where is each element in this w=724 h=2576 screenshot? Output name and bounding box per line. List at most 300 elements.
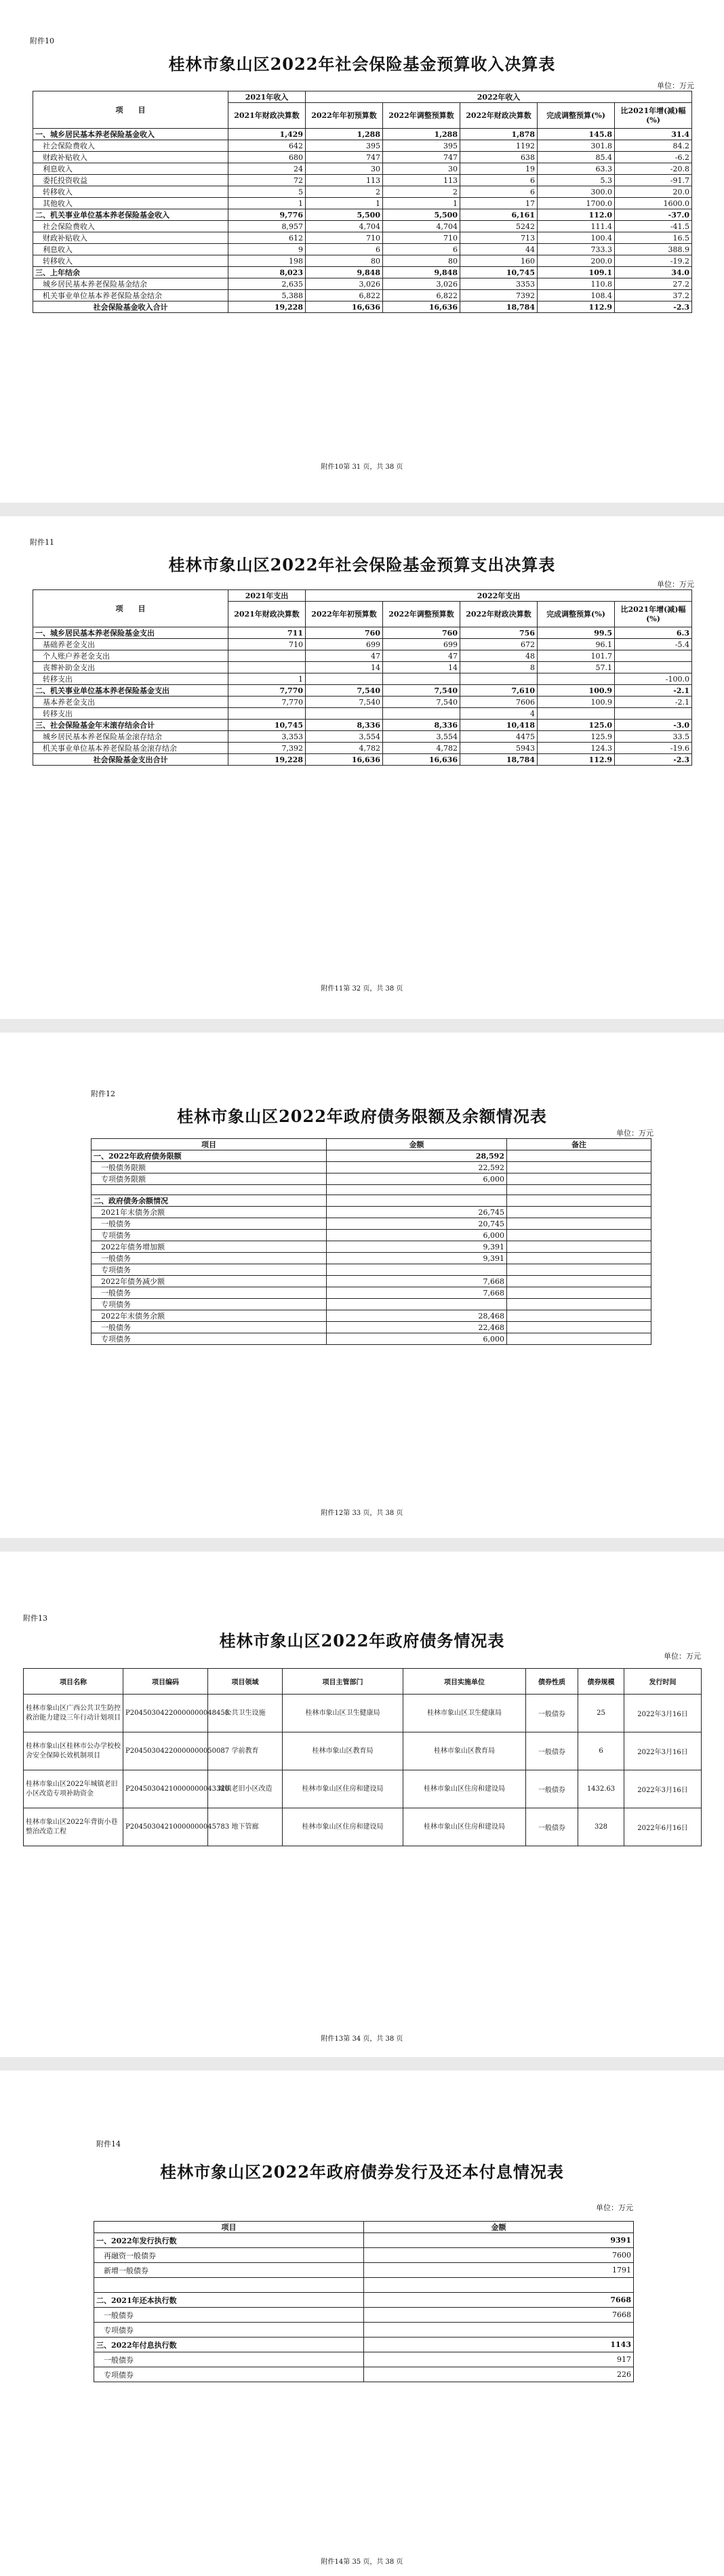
row-value: 124.3	[538, 743, 615, 754]
row-value: 100.9	[538, 697, 615, 708]
table-row	[92, 1173, 651, 1185]
row-value: -2.3	[615, 302, 692, 313]
row-label: 社会保险费收入	[33, 221, 228, 232]
page-attachment-12	[0, 1033, 724, 1538]
row-label: 一、城乡居民基本养老保险基金支出	[33, 627, 228, 639]
unit-label: 单位：万元	[616, 1129, 653, 1138]
row-value: 9,848	[383, 267, 460, 278]
row-value: 612	[228, 232, 306, 244]
row-value: -3.0	[615, 720, 692, 731]
row-label: 基础养老金支出	[33, 639, 228, 650]
table-row	[33, 743, 692, 754]
row-value: 756	[460, 627, 538, 639]
page-title: 桂林市象山区2022年政府债务限额及余额情况表	[177, 1106, 547, 1126]
project-name: 桂林市象山区2022年城镇老旧小区改造专项补助资金	[24, 1770, 123, 1808]
row-value: 84.2	[615, 140, 692, 152]
row-value	[615, 650, 692, 662]
row-label: 专项债务限额	[92, 1173, 327, 1185]
row-value: 145.8	[538, 129, 615, 140]
row-value: -5.4	[615, 639, 692, 650]
row-label	[94, 2278, 364, 2293]
row-value: 6,822	[306, 290, 383, 302]
row-value	[615, 662, 692, 673]
row-value: 6,000	[327, 1173, 507, 1185]
bond-type: 一般债券	[526, 1770, 578, 1808]
section-row	[94, 2233, 634, 2248]
row-value: 710	[306, 232, 383, 244]
section-row	[33, 209, 692, 221]
header-cell: 债券规模	[578, 1669, 624, 1695]
row-label: 个人账户养老金支出	[33, 650, 228, 662]
row-value: 5.3	[538, 175, 615, 186]
row-label: 城乡居民基本养老保险基金结余	[33, 278, 228, 290]
row-value	[507, 1322, 651, 1333]
unit-label: 单位：万元	[657, 81, 694, 90]
row-label: 转移收入	[33, 255, 228, 267]
row-label: 二、机关事业单位基本养老保险基金支出	[33, 685, 228, 697]
row-value: 388.9	[615, 244, 692, 255]
row-value: 1	[383, 198, 460, 209]
row-value: 18,784	[460, 754, 538, 766]
table-row	[33, 221, 692, 232]
row-value: 4	[460, 708, 538, 720]
row-value: 19,228	[228, 754, 306, 766]
row-value: 16,636	[383, 754, 460, 766]
row-label: 二、政府债务余额情况	[92, 1195, 327, 1207]
row-label: 财政补贴收入	[33, 152, 228, 163]
expenditure-table	[33, 589, 692, 766]
row-value: 111.4	[538, 221, 615, 232]
section-row	[33, 720, 692, 731]
row-value: 1,429	[228, 129, 306, 140]
row-label: 三、2022年付息执行数	[94, 2338, 364, 2352]
section-row	[94, 2338, 634, 2352]
row-value: 30	[306, 163, 383, 175]
total-row	[33, 754, 692, 766]
row-value: 8,023	[228, 267, 306, 278]
row-value: 125.0	[538, 720, 615, 731]
row-value	[507, 1218, 651, 1230]
header-cell: 发行时间	[624, 1669, 702, 1695]
row-value: 198	[228, 255, 306, 267]
row-label: 专项债务	[92, 1264, 327, 1276]
project-name: 桂林市象山区2022年背街小巷整治改造工程	[24, 1808, 123, 1846]
page-footer: 附件11第 32 页，共 38 页	[321, 985, 403, 993]
issue-date: 2022年3月16日	[624, 1695, 702, 1732]
row-label: 社会保险基金收入合计	[33, 302, 228, 313]
header-group-2021: 2021年收入	[228, 91, 306, 103]
revenue-table	[33, 91, 692, 313]
row-value: 16,636	[383, 302, 460, 313]
row-value	[507, 1264, 651, 1276]
header-cell: 完成调整预算(%)	[538, 602, 615, 627]
table-row	[24, 1808, 702, 1846]
row-value: 22,468	[327, 1322, 507, 1333]
row-value: 113	[306, 175, 383, 186]
row-value: 160	[460, 255, 538, 267]
row-value: 200.0	[538, 255, 615, 267]
row-label: 一、2022年政府债务限额	[92, 1150, 327, 1162]
total-row	[33, 302, 692, 313]
header-cell: 项目实施单位	[403, 1669, 526, 1695]
row-value: 26,745	[327, 1207, 507, 1218]
row-label: 三、社会保险基金年末滚存结余合计	[33, 720, 228, 731]
row-value: 5,388	[228, 290, 306, 302]
table-row	[94, 2248, 634, 2263]
row-value: 3353	[460, 278, 538, 290]
bond-issue-table	[94, 2221, 634, 2382]
row-value: 47	[383, 650, 460, 662]
row-value: 6	[460, 186, 538, 198]
row-label: 社会保险费收入	[33, 140, 228, 152]
row-value	[327, 1195, 507, 1207]
row-value: 17	[460, 198, 538, 209]
row-value: 6,000	[327, 1333, 507, 1345]
project-department: 桂林市象山区教育局	[283, 1732, 403, 1770]
row-label: 专项债务	[92, 1333, 327, 1345]
row-value: 710	[383, 232, 460, 244]
row-value: 9,391	[327, 1253, 507, 1264]
row-value: 7,540	[383, 685, 460, 697]
row-value: -91.7	[615, 175, 692, 186]
row-value: 1,288	[383, 129, 460, 140]
row-value: 20.0	[615, 186, 692, 198]
header-row	[92, 1139, 651, 1150]
row-value	[327, 1299, 507, 1310]
page-footer: 附件10第 31 页，共 38 页	[321, 463, 403, 471]
row-value: 4,704	[306, 221, 383, 232]
row-value: 7606	[460, 697, 538, 708]
row-value: 19	[460, 163, 538, 175]
row-value: 80	[306, 255, 383, 267]
project-code: P20450304220000000048458	[123, 1695, 208, 1732]
row-value: 100.9	[538, 685, 615, 697]
row-label: 丧葬补助金支出	[33, 662, 228, 673]
row-value: 7668	[364, 2308, 634, 2323]
row-value	[228, 708, 306, 720]
row-value: -2.3	[615, 754, 692, 766]
row-value	[507, 1253, 651, 1264]
row-label: 财政补贴收入	[33, 232, 228, 244]
row-value: 395	[306, 140, 383, 152]
row-value	[507, 1185, 651, 1195]
issue-date: 2022年3月16日	[624, 1770, 702, 1808]
page-title: 桂林市象山区2022年社会保险基金预算支出决算表	[168, 555, 556, 575]
table-row	[33, 731, 692, 743]
row-value: 48	[460, 650, 538, 662]
row-value: 8,336	[306, 720, 383, 731]
row-value: 3,554	[306, 731, 383, 743]
attachment-label: 附件12	[91, 1089, 115, 1098]
row-label: 三、上年结余	[33, 267, 228, 278]
row-value	[364, 2278, 634, 2293]
row-value: 14	[306, 662, 383, 673]
project-implementer: 桂林市象山区住房和建设局	[403, 1770, 526, 1808]
row-value: 63.3	[538, 163, 615, 175]
debt-projects-table	[23, 1668, 702, 1846]
row-value	[507, 1276, 651, 1287]
row-value	[507, 1287, 651, 1299]
row-value: 99.5	[538, 627, 615, 639]
row-label: 转移支出	[33, 673, 228, 685]
row-label: 其他收入	[33, 198, 228, 209]
section-row	[94, 2293, 634, 2308]
row-value: 7,770	[228, 697, 306, 708]
row-value: 2	[383, 186, 460, 198]
row-value: 1	[228, 673, 306, 685]
row-value: 7,540	[306, 685, 383, 697]
row-label: 再融资一般债券	[94, 2248, 364, 2263]
row-value: 301.8	[538, 140, 615, 152]
row-value: 18,784	[460, 302, 538, 313]
table-row	[33, 650, 692, 662]
project-code: P20450304220000000050087	[123, 1732, 208, 1770]
row-value: 747	[306, 152, 383, 163]
project-implementer: 桂林市象山区教育局	[403, 1732, 526, 1770]
row-label: 新增一般债券	[94, 2263, 364, 2278]
row-value: 9,848	[306, 267, 383, 278]
header-cell: 2022年年初预算数	[306, 602, 383, 627]
page-title: 桂林市象山区2022年政府债务情况表	[219, 1631, 505, 1650]
row-value	[228, 662, 306, 673]
attachment-label: 附件14	[96, 2140, 121, 2148]
row-label: 专项债务	[92, 1230, 327, 1241]
row-value: 638	[460, 152, 538, 163]
row-value: 5	[228, 186, 306, 198]
row-value: 6	[306, 244, 383, 255]
row-value: 747	[383, 152, 460, 163]
section-row	[33, 129, 692, 140]
row-value: 7,668	[327, 1287, 507, 1299]
row-value: 3,026	[383, 278, 460, 290]
table-row	[94, 2367, 634, 2382]
header-cell: 比2021年增(减)幅(%)	[615, 602, 692, 627]
header-cell: 项目名称	[24, 1669, 123, 1695]
row-value: 37.2	[615, 290, 692, 302]
row-value: 1	[306, 198, 383, 209]
row-label: 委托投资收益	[33, 175, 228, 186]
row-label: 2021年末债务余额	[92, 1207, 327, 1218]
row-label: 社会保险基金支出合计	[33, 754, 228, 766]
row-label: 转移支出	[33, 708, 228, 720]
row-value: 112.0	[538, 209, 615, 221]
row-value	[327, 1264, 507, 1276]
table-row	[92, 1276, 651, 1287]
header-cell: 2021年财政决算数	[228, 103, 306, 129]
row-value: 27.2	[615, 278, 692, 290]
row-label: 一般债务	[92, 1287, 327, 1299]
debt-limit-table	[91, 1138, 651, 1345]
project-department: 桂林市象山区住房和建设局	[283, 1808, 403, 1846]
row-value: 7668	[364, 2293, 634, 2308]
row-value: 7,540	[306, 697, 383, 708]
row-value: 7,540	[383, 697, 460, 708]
row-value: 300.0	[538, 186, 615, 198]
row-value: 226	[364, 2367, 634, 2382]
row-label: 利息收入	[33, 244, 228, 255]
row-value	[460, 673, 538, 685]
section-row	[33, 627, 692, 639]
row-value: 9,391	[327, 1241, 507, 1253]
table-row	[33, 232, 692, 244]
row-value: 47	[306, 650, 383, 662]
row-value: 642	[228, 140, 306, 152]
row-value: 33.5	[615, 731, 692, 743]
project-department: 桂林市象山区住房和建设局	[283, 1770, 403, 1808]
project-name: 桂林市象山区桂林市公办学校校舍安全保障长效机制项目	[24, 1732, 123, 1770]
row-value: 109.1	[538, 267, 615, 278]
row-value: 31.4	[615, 129, 692, 140]
project-department: 桂林市象山区卫生健康局	[283, 1695, 403, 1732]
row-value: -6.2	[615, 152, 692, 163]
header-cell: 完成调整预算(%)	[538, 103, 615, 129]
table-row	[94, 2323, 634, 2338]
row-label: 专项债券	[94, 2367, 364, 2382]
row-value: 4475	[460, 731, 538, 743]
page-footer: 附件12第 33 页，共 38 页	[321, 1510, 403, 1517]
bond-type: 一般债券	[526, 1808, 578, 1846]
table-row	[33, 244, 692, 255]
table-row	[33, 152, 692, 163]
row-value: 6,822	[383, 290, 460, 302]
row-label: 专项债券	[94, 2323, 364, 2338]
row-value: 8	[460, 662, 538, 673]
row-label: 一般债券	[94, 2308, 364, 2323]
row-label: 二、机关事业单位基本养老保险基金收入	[33, 209, 228, 221]
table-row	[92, 1230, 651, 1241]
row-value: 713	[460, 232, 538, 244]
table-row	[33, 255, 692, 267]
header-cell: 金额	[364, 2222, 634, 2233]
header-group-2022: 2022年支出	[306, 590, 692, 602]
row-value	[327, 1185, 507, 1195]
bond-type: 一般债券	[526, 1732, 578, 1770]
row-value	[507, 1299, 651, 1310]
row-value: -2.1	[615, 685, 692, 697]
table-row	[92, 1162, 651, 1173]
row-value: 110.8	[538, 278, 615, 290]
project-field: 城镇老旧小区改造	[208, 1770, 283, 1808]
row-value	[507, 1333, 651, 1345]
row-value: -19.6	[615, 743, 692, 754]
row-value: 1,878	[460, 129, 538, 140]
table-row	[33, 639, 692, 650]
table-row	[33, 186, 692, 198]
row-value	[538, 673, 615, 685]
table-row	[94, 2352, 634, 2367]
row-value: 733.3	[538, 244, 615, 255]
row-value: 760	[306, 627, 383, 639]
row-label: 基本养老金支出	[33, 697, 228, 708]
issue-date: 2022年6月16日	[624, 1808, 702, 1846]
row-value: 1143	[364, 2338, 634, 2352]
row-value: 85.4	[538, 152, 615, 163]
row-value: 19,228	[228, 302, 306, 313]
header-cell: 2022年调整预算数	[383, 602, 460, 627]
row-value: 10,745	[228, 720, 306, 731]
row-value: 10,418	[460, 720, 538, 731]
row-value: 34.0	[615, 267, 692, 278]
row-value: 6,000	[327, 1230, 507, 1241]
row-value	[306, 708, 383, 720]
header-cell: 项目领域	[208, 1669, 283, 1695]
row-label: 二、2021年还本执行数	[94, 2293, 364, 2308]
header-item: 项 目	[33, 590, 228, 627]
row-value: -37.0	[615, 209, 692, 221]
header-row	[24, 1669, 702, 1695]
row-value	[507, 1310, 651, 1322]
project-code: P20450304210000000043320	[123, 1770, 208, 1808]
row-value: 917	[364, 2352, 634, 2367]
table-row	[92, 1322, 651, 1333]
project-implementer: 桂林市象山区住房和建设局	[403, 1808, 526, 1846]
row-label: 机关事业单位基本养老保险基金滚存结余	[33, 743, 228, 754]
page-attachment-13	[0, 1552, 724, 2057]
bond-scale: 1432.63	[578, 1770, 624, 1808]
row-value: -41.5	[615, 221, 692, 232]
row-value: 9391	[364, 2233, 634, 2248]
row-value: 3,026	[306, 278, 383, 290]
row-value	[507, 1150, 651, 1162]
row-value	[228, 650, 306, 662]
row-value: 10,745	[460, 267, 538, 278]
row-value: -2.1	[615, 697, 692, 708]
row-value: 16.5	[615, 232, 692, 244]
row-value: 4,782	[306, 743, 383, 754]
table-row	[24, 1695, 702, 1732]
header-cell: 项目	[94, 2222, 364, 2233]
table-row	[94, 2278, 634, 2293]
table-body	[33, 129, 692, 313]
table-row	[33, 140, 692, 152]
row-label: 一般债务限额	[92, 1162, 327, 1173]
table-body	[94, 2233, 634, 2382]
row-value	[364, 2323, 634, 2338]
row-value	[507, 1241, 651, 1253]
row-value: 6.3	[615, 627, 692, 639]
row-label: 一般债务	[92, 1218, 327, 1230]
bond-scale: 328	[578, 1808, 624, 1846]
row-value: 8,336	[383, 720, 460, 731]
row-value: 672	[460, 639, 538, 650]
row-value: 16,636	[306, 754, 383, 766]
table-row	[92, 1207, 651, 1218]
row-value: 113	[383, 175, 460, 186]
row-value: 9,776	[228, 209, 306, 221]
row-value: 44	[460, 244, 538, 255]
page-title: 桂林市象山区2022年政府债券发行及还本付息情况表	[160, 2162, 564, 2182]
row-value: 57.1	[538, 662, 615, 673]
row-value: 7,770	[228, 685, 306, 697]
table-row	[33, 278, 692, 290]
row-value: 3,554	[383, 731, 460, 743]
bond-scale: 6	[578, 1732, 624, 1770]
row-value: 7,610	[460, 685, 538, 697]
section-row	[33, 685, 692, 697]
row-value: 20,745	[327, 1218, 507, 1230]
row-value: 96.1	[538, 639, 615, 650]
page-footer: 附件13第 34 页，共 38 页	[321, 2035, 403, 2043]
row-value: 699	[383, 639, 460, 650]
header-cell: 项目编码	[123, 1669, 208, 1695]
table-row	[24, 1732, 702, 1770]
table-row	[33, 163, 692, 175]
section-row	[33, 267, 692, 278]
row-label: 利息收入	[33, 163, 228, 175]
row-label: 2022年末债务余额	[92, 1310, 327, 1322]
row-label: 专项债务	[92, 1299, 327, 1310]
row-value: -100.0	[615, 673, 692, 685]
